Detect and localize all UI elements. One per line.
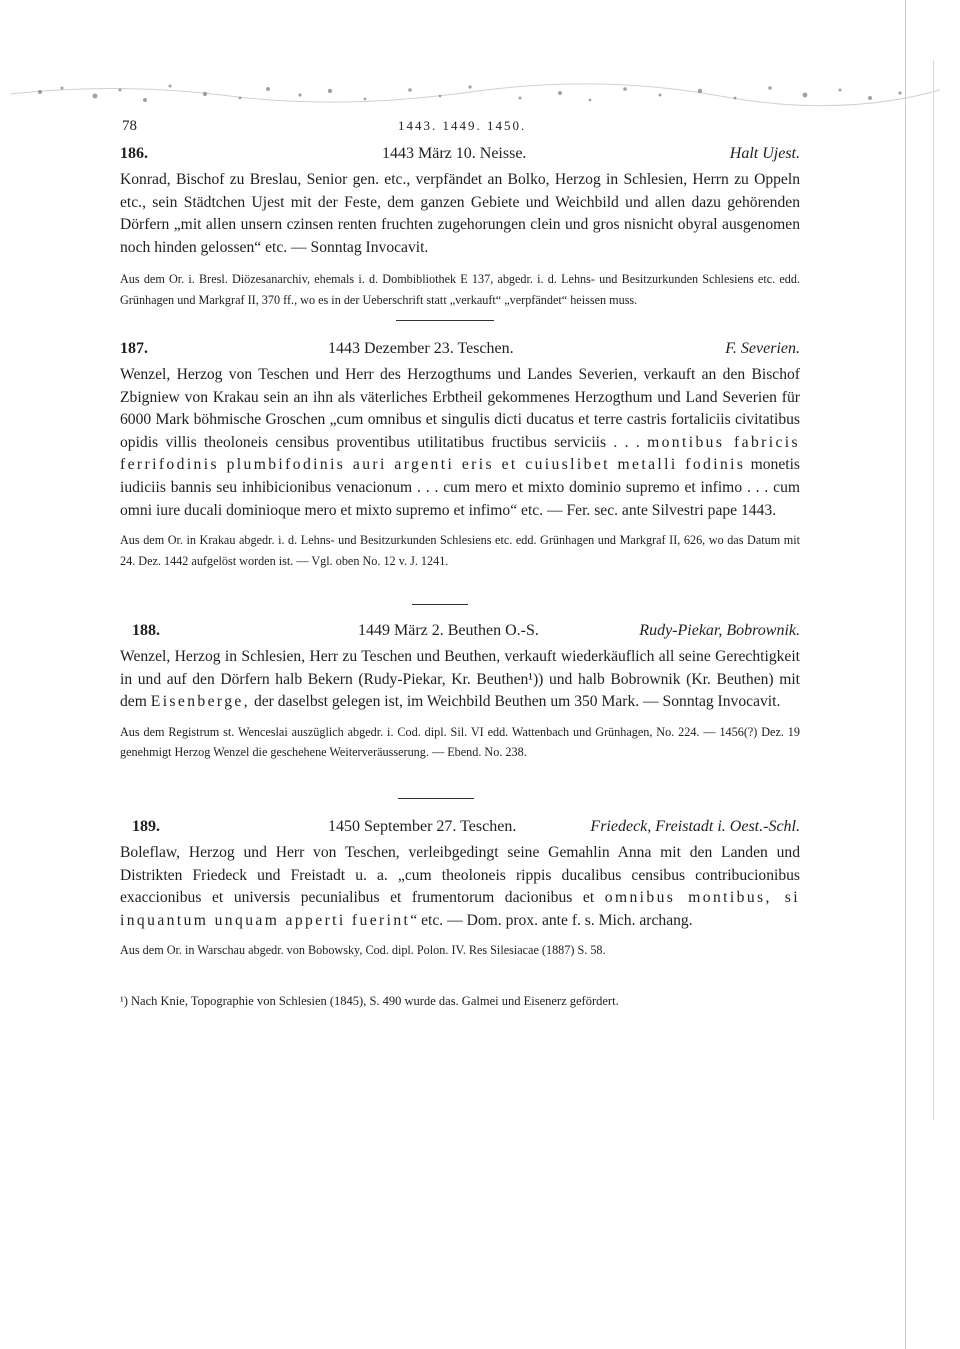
running-header-years: 1443. 1449. 1450. <box>398 118 527 133</box>
entry-number: 188. <box>132 622 160 639</box>
entry-text: Konrad, Bischof zu Breslau, Senior gen. etc., verpfändet an Bolko, Herzog in Schlesien, Herrn zu Oppeln etc., sein Städtchen Ujest mit der Feste, dem ganzen Gebiete und Weichbild und allen dazu gehörenden Dörfern „mit allen unsern czinsen renten fruchten zugehorungen clein und gros nisnicht obyral ausgenomen noch hinden gelossen“ etc. — Sonntag Invocavit. <box>120 171 800 256</box>
entry-number: 189. <box>132 818 160 835</box>
entry-text: Wenzel, Herzog in Schlesien, Herr zu Teschen und Beuthen, verkauft wiederkäuflich all seine Gerechtigkeit in und auf den Dörfern halb Bekern (Rudy-Piekar, Kr. Beuthen¹)) und halb Bobrownik (Kr. Beuthen) mit dem Eisenberge, der daselbst gelegen ist, im Weichbild Beuthen um 350 Mark. — Sonntag Invocavit. <box>120 648 800 711</box>
entry-source-note: Aus dem Or. i. Bresl. Diözesanarchiv, ehemals i. d. Dombibliothek E 137, abgedr. i. d. Lehns- und Besitzurkunden Schlesiens etc. edd. Grünhagen und Markgraf II, 370 ff., wo es in der Ueberschrift statt „verkauft“ „verpfändet“ heissen muss. <box>120 272 800 307</box>
entry-source-note: Aus dem Or. in Krakau abgedr. i. d. Lehns- und Besitzurkunden Schlesiens etc. edd. Grünhagen und Markgraf II, 626, wo das Datum mit 24. Dez. 1442 aufgelöst worden ist. — Vgl. oben No. 12 v. J. 1241. <box>120 533 800 568</box>
scan-noise-band <box>0 60 960 120</box>
footnote: ¹) Nach Knie, Topographie von Schlesien (1845), S. 490 wurde das. Galmei und Eisenerz gefördert. <box>120 994 619 1008</box>
document-entry <box>120 622 800 763</box>
entry-heading <box>120 145 800 169</box>
section-divider <box>396 320 494 321</box>
entry-text: Boleflaw, Herzog und Herr von Teschen, verleibgedingt seine Gemahlin Anna mit den Landen und Distrikten Friedeck und Freistadt u. a. „cum theoloneis rippis ducalibus censibus contribucionibus exaccionibus et universis pecunialibus et frumentorum dacionibus et omnibus montibus, si inquantum unquam apperti fuerint“ etc. — Dom. prox. ante f. s. Mich. archang. <box>120 844 800 929</box>
entry-number: 187. <box>120 340 148 357</box>
document-entry <box>120 818 800 961</box>
entry-text: Wenzel, Herzog von Teschen und Herr des Herzogthums und Landes Severien, verkauft an den Bischof Zbigniew von Krakau sein an ihn als väterliches Erbtheil gekommenes Herzogthum und Land Severien für 6000 Mark böhmische Groschen „cum omnibus et singulis dicti ducatus et terre castris fortaliciis civitatibus opidis villis theoloneis censibus proventibus utilitatibus fructibus serviciis . . . montibus fabricis ferrifodinis plumbifodinis auri argenti eris et cuiuslibet metalli fodinis monetis iudiciis bannis seu inhibicionibus venacionum . . . cum mero et mixto dominio supremo et infimo . . . cum omni iure ducali dominioque mero et mixto supremo et infimo“ etc. — Fer. sec. ante Silvestri pape 1443. <box>120 366 801 519</box>
entry-place: Friedeck, Freistadt i. Oest.-Schl. <box>590 818 800 835</box>
entry-date: 1450 September 27. Teschen. <box>328 818 517 835</box>
page-number: 78 <box>122 118 137 134</box>
entry-source-note: Aus dem Or. in Warschau abgedr. von Bobowsky, Cod. dipl. Polon. IV. Res Silesiacae (1887) S. 58. <box>120 943 606 958</box>
entry-place: Halt Ujest. <box>729 145 800 162</box>
entry-heading <box>120 622 800 646</box>
scan-margin-line <box>905 0 906 1349</box>
document-entry <box>120 145 800 310</box>
entry-date: 1449 März 2. Beuthen O.-S. <box>358 622 539 639</box>
entry-heading <box>120 340 800 364</box>
entry-source-note: Aus dem Registrum st. Wenceslai auszüglich abgedr. i. Cod. dipl. Sil. VI edd. Wattenbach und Grünhagen, No. 224. — 1456(?) Dez. 19 genehmigt Herzog Wenzel die geschehene Weiterveräusserung. — Ebend. No. 238. <box>120 724 800 760</box>
entry-date: 1443 März 10. Neisse. <box>382 145 527 162</box>
entry-date: 1443 Dezember 23. Teschen. <box>328 340 514 357</box>
entry-heading <box>120 818 800 842</box>
scan-margin-line <box>933 60 934 1120</box>
entry-place: Rudy-Piekar, Bobrownik. <box>639 622 800 639</box>
section-divider <box>412 604 468 605</box>
document-entry <box>120 340 800 571</box>
entry-place: F. Severien. <box>725 340 800 357</box>
section-divider <box>398 798 474 799</box>
entry-number: 186. <box>120 145 148 162</box>
